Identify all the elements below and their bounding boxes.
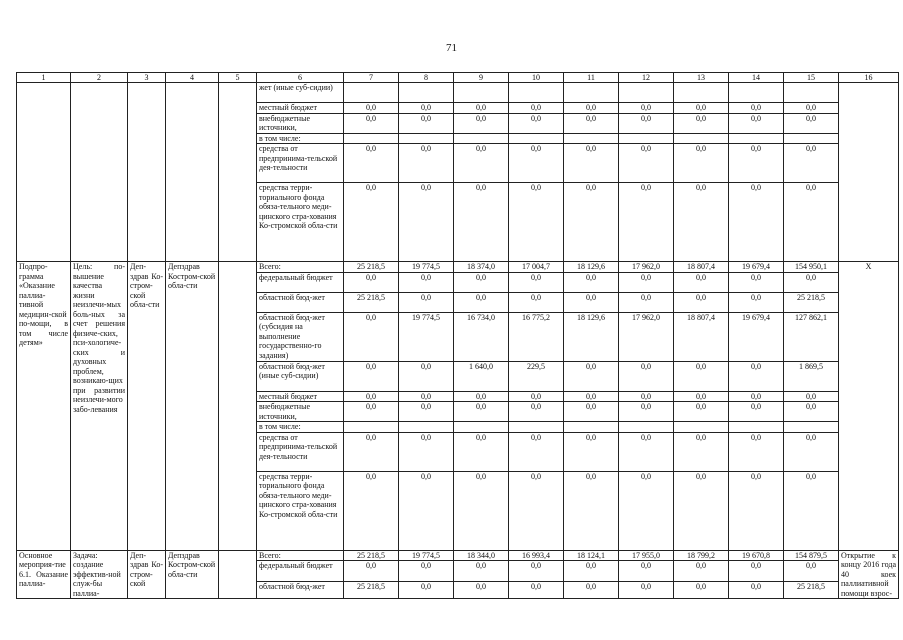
value-cell: 19 679,4: [729, 262, 784, 273]
value-cell: [344, 133, 399, 144]
value-cell: 0,0: [344, 361, 399, 391]
funding-source-label: внебюджетные источники,: [257, 402, 344, 422]
value-cell: 0,0: [619, 183, 674, 262]
executor-cell: Деп-здрав Ко-стром-ской: [128, 550, 166, 599]
value-cell: 0,0: [784, 144, 839, 183]
program-name-cell: [17, 83, 71, 262]
value-cell: 0,0: [729, 582, 784, 599]
value-cell: 0,0: [564, 361, 619, 391]
value-cell: 0,0: [674, 582, 729, 599]
funding-source-label: областной бюд-жет: [257, 582, 344, 599]
value-cell: 0,0: [399, 391, 454, 402]
value-cell: 0,0: [509, 113, 564, 133]
value-cell: 0,0: [399, 582, 454, 599]
value-cell: 0,0: [399, 402, 454, 422]
funding-source-label: федеральный бюджет: [257, 561, 344, 582]
value-cell: 0,0: [509, 432, 564, 471]
value-cell: 0,0: [564, 402, 619, 422]
value-cell: 0,0: [399, 272, 454, 292]
value-cell: 0,0: [729, 292, 784, 312]
value-cell: [619, 83, 674, 103]
executor-cell: [128, 83, 166, 262]
value-cell: 0,0: [344, 561, 399, 582]
value-cell: 19 774,5: [399, 550, 454, 561]
value-cell: [509, 83, 564, 103]
goal-cell: Задача: создание эффектив-ной служ-бы паллиа-: [71, 550, 128, 599]
funding-source-label: областной бюд-жет: [257, 292, 344, 312]
value-cell: 0,0: [674, 103, 729, 114]
column-header: 10: [509, 73, 564, 83]
value-cell: 18 124,1: [564, 550, 619, 561]
column-header: 2: [71, 73, 128, 83]
value-cell: [674, 83, 729, 103]
funding-source-label: средства от предпринима-тельской дея-тельности: [257, 144, 344, 183]
value-cell: 0,0: [344, 113, 399, 133]
value-cell: 0,0: [619, 391, 674, 402]
value-cell: 0,0: [784, 391, 839, 402]
value-cell: 19 679,4: [729, 312, 784, 361]
value-cell: 0,0: [729, 361, 784, 391]
value-cell: 0,0: [674, 561, 729, 582]
value-cell: 17 955,0: [619, 550, 674, 561]
value-cell: 0,0: [674, 391, 729, 402]
value-cell: 25 218,5: [784, 292, 839, 312]
funding-source-label: Всего:: [257, 550, 344, 561]
column-header: 1: [17, 73, 71, 83]
goal-cell: [71, 83, 128, 262]
funding-source-label: в том числе:: [257, 422, 344, 433]
value-cell: [784, 133, 839, 144]
value-cell: 0,0: [564, 391, 619, 402]
coexecutor-cell: Депздрав Костром-ской обла-сти: [166, 550, 219, 599]
value-cell: [564, 422, 619, 433]
value-cell: [454, 83, 509, 103]
goal-cell: Цель: по-вышение качества жизни неизлечи-мых боль-ных за счет решения физиче-ских, пси-хологиче-ских и духовных проблем, возникаю-щих при развитии неизлечи-мого забо-левания: [71, 262, 128, 551]
value-cell: 17 962,0: [619, 312, 674, 361]
value-cell: 18 807,4: [674, 262, 729, 273]
value-cell: 0,0: [784, 113, 839, 133]
value-cell: [729, 422, 784, 433]
value-cell: 154 950,1: [784, 262, 839, 273]
value-cell: 0,0: [619, 361, 674, 391]
value-cell: 0,0: [399, 471, 454, 550]
value-cell: 0,0: [564, 272, 619, 292]
value-cell: 0,0: [784, 471, 839, 550]
value-cell: 0,0: [729, 402, 784, 422]
value-cell: 154 879,5: [784, 550, 839, 561]
value-cell: 25 218,5: [344, 292, 399, 312]
value-cell: 0,0: [674, 471, 729, 550]
column-header: 12: [619, 73, 674, 83]
funding-source-label: местный бюджет: [257, 391, 344, 402]
value-cell: 0,0: [564, 103, 619, 114]
value-cell: [454, 422, 509, 433]
funding-source-label: областной бюд-жет (субсидия на выполнение государственно-го задания): [257, 312, 344, 361]
page-number: 71: [446, 42, 457, 54]
value-cell: 0,0: [619, 103, 674, 114]
column-header: 5: [219, 73, 257, 83]
value-cell: 0,0: [674, 113, 729, 133]
value-cell: 0,0: [674, 272, 729, 292]
value-cell: 0,0: [784, 402, 839, 422]
column-header: 6: [257, 73, 344, 83]
value-cell: 18 129,6: [564, 262, 619, 273]
value-cell: 0,0: [509, 144, 564, 183]
value-cell: 1 869,5: [784, 361, 839, 391]
value-cell: 16 775,2: [509, 312, 564, 361]
value-cell: 0,0: [674, 144, 729, 183]
column-5-cell: [219, 262, 257, 551]
value-cell: 0,0: [344, 312, 399, 361]
column-header: 3: [128, 73, 166, 83]
value-cell: 0,0: [399, 144, 454, 183]
value-cell: 0,0: [619, 144, 674, 183]
value-cell: [674, 422, 729, 433]
value-cell: 0,0: [729, 272, 784, 292]
column-5-cell: [219, 550, 257, 599]
funding-source-label: Всего:: [257, 262, 344, 273]
coexecutor-cell: Депздрав Костром-ской обла-сти: [166, 262, 219, 551]
column-header: 11: [564, 73, 619, 83]
value-cell: 19 774,5: [399, 262, 454, 273]
column-header: 16: [839, 73, 899, 83]
column-header: 7: [344, 73, 399, 83]
value-cell: 0,0: [564, 183, 619, 262]
value-cell: 0,0: [619, 471, 674, 550]
value-cell: 0,0: [509, 402, 564, 422]
value-cell: 17 962,0: [619, 262, 674, 273]
value-cell: 0,0: [454, 272, 509, 292]
value-cell: 0,0: [564, 561, 619, 582]
value-cell: 18 374,0: [454, 262, 509, 273]
value-cell: 0,0: [729, 561, 784, 582]
value-cell: [784, 83, 839, 103]
value-cell: 0,0: [564, 471, 619, 550]
value-cell: 25 218,5: [784, 582, 839, 599]
funding-source-label: внебюджетные источники,: [257, 113, 344, 133]
value-cell: [509, 422, 564, 433]
value-cell: 0,0: [454, 471, 509, 550]
budget-table: [16, 72, 899, 599]
value-cell: 0,0: [564, 113, 619, 133]
value-cell: [784, 422, 839, 433]
value-cell: [674, 133, 729, 144]
value-cell: [344, 422, 399, 433]
value-cell: 0,0: [509, 272, 564, 292]
coexecutor-cell: [166, 83, 219, 262]
value-cell: 0,0: [509, 183, 564, 262]
value-cell: 0,0: [454, 402, 509, 422]
value-cell: 0,0: [729, 144, 784, 183]
column-header: 8: [399, 73, 454, 83]
table-row: [17, 83, 899, 103]
value-cell: 0,0: [344, 471, 399, 550]
value-cell: 18 807,4: [674, 312, 729, 361]
value-cell: [564, 133, 619, 144]
value-cell: 25 218,5: [344, 582, 399, 599]
value-cell: 17 004,7: [509, 262, 564, 273]
value-cell: 19 670,8: [729, 550, 784, 561]
value-cell: 0,0: [729, 103, 784, 114]
value-cell: 0,0: [619, 432, 674, 471]
column-header: 4: [166, 73, 219, 83]
column-header: 14: [729, 73, 784, 83]
value-cell: 0,0: [509, 292, 564, 312]
value-cell: [729, 133, 784, 144]
value-cell: 0,0: [619, 272, 674, 292]
executor-cell: Деп-здрав Ко-стром-ской обла-сти: [128, 262, 166, 551]
value-cell: 0,0: [399, 432, 454, 471]
value-cell: 0,0: [509, 582, 564, 599]
value-cell: 0,0: [454, 561, 509, 582]
value-cell: 0,0: [729, 113, 784, 133]
value-cell: 0,0: [399, 183, 454, 262]
value-cell: 0,0: [509, 103, 564, 114]
value-cell: [399, 422, 454, 433]
value-cell: 25 218,5: [344, 550, 399, 561]
value-cell: 0,0: [729, 183, 784, 262]
value-cell: 0,0: [509, 391, 564, 402]
value-cell: [619, 133, 674, 144]
value-cell: 0,0: [619, 582, 674, 599]
value-cell: 0,0: [729, 432, 784, 471]
value-cell: 229,5: [509, 361, 564, 391]
expected-result-cell: Открытие к концу 2016 года 40 коек паллиативной помощи взрос-: [839, 550, 899, 599]
value-cell: 0,0: [399, 561, 454, 582]
value-cell: 0,0: [619, 113, 674, 133]
value-cell: 0,0: [564, 432, 619, 471]
value-cell: 18 799,2: [674, 550, 729, 561]
value-cell: 16 734,0: [454, 312, 509, 361]
column-header: 13: [674, 73, 729, 83]
value-cell: [619, 422, 674, 433]
funding-source-label: средства терри-ториального фонда обяза-тельного меди-цинского стра-хования Ко-стромской обла-сти: [257, 183, 344, 262]
program-name-cell: Подпро-грамма «Оказание паллиа-тивной медицин-ской по-мощи, в том числе детям»: [17, 262, 71, 551]
table-row: [17, 550, 899, 561]
value-cell: 18 129,6: [564, 312, 619, 361]
value-cell: 16 993,4: [509, 550, 564, 561]
value-cell: 0,0: [619, 292, 674, 312]
value-cell: 0,0: [344, 432, 399, 471]
funding-source-label: в том числе:: [257, 133, 344, 144]
value-cell: 0,0: [344, 391, 399, 402]
value-cell: 0,0: [729, 391, 784, 402]
value-cell: 0,0: [454, 292, 509, 312]
value-cell: 0,0: [619, 402, 674, 422]
value-cell: 0,0: [399, 113, 454, 133]
value-cell: 0,0: [344, 144, 399, 183]
value-cell: 0,0: [509, 471, 564, 550]
value-cell: 0,0: [454, 582, 509, 599]
value-cell: [729, 83, 784, 103]
value-cell: 0,0: [454, 183, 509, 262]
value-cell: [399, 83, 454, 103]
value-cell: 0,0: [784, 272, 839, 292]
value-cell: [454, 133, 509, 144]
expected-result-cell: [839, 83, 899, 262]
value-cell: 0,0: [564, 292, 619, 312]
value-cell: 0,0: [674, 183, 729, 262]
value-cell: 0,0: [344, 183, 399, 262]
column-header: 9: [454, 73, 509, 83]
value-cell: 0,0: [619, 561, 674, 582]
value-cell: 0,0: [399, 292, 454, 312]
value-cell: 0,0: [454, 144, 509, 183]
value-cell: 0,0: [344, 402, 399, 422]
value-cell: 0,0: [454, 103, 509, 114]
funding-source-label: средства от предпринима-тельской дея-тельности: [257, 432, 344, 471]
value-cell: 0,0: [399, 361, 454, 391]
funding-source-label: областной бюд-жет (иные суб-сидии): [257, 361, 344, 391]
value-cell: 0,0: [674, 432, 729, 471]
value-cell: 0,0: [674, 361, 729, 391]
value-cell: 0,0: [454, 432, 509, 471]
value-cell: 0,0: [784, 103, 839, 114]
value-cell: [509, 133, 564, 144]
value-cell: 0,0: [564, 582, 619, 599]
value-cell: 18 344,0: [454, 550, 509, 561]
expected-result-cell: Х: [839, 262, 899, 551]
column-header-row: [17, 73, 899, 83]
value-cell: [564, 83, 619, 103]
value-cell: 0,0: [784, 432, 839, 471]
funding-source-label: местный бюджет: [257, 103, 344, 114]
value-cell: 0,0: [729, 471, 784, 550]
value-cell: [399, 133, 454, 144]
column-5-cell: [219, 83, 257, 262]
table-row: [17, 262, 899, 273]
funding-source-label: федеральный бюджет: [257, 272, 344, 292]
value-cell: 0,0: [454, 391, 509, 402]
value-cell: 19 774,5: [399, 312, 454, 361]
value-cell: 0,0: [674, 292, 729, 312]
value-cell: 0,0: [509, 561, 564, 582]
value-cell: 0,0: [344, 103, 399, 114]
value-cell: 0,0: [344, 272, 399, 292]
value-cell: 25 218,5: [344, 262, 399, 273]
value-cell: 127 862,1: [784, 312, 839, 361]
value-cell: 0,0: [564, 144, 619, 183]
value-cell: 1 640,0: [454, 361, 509, 391]
value-cell: 0,0: [784, 561, 839, 582]
value-cell: 0,0: [399, 103, 454, 114]
funding-source-label: жет (иные суб-сидии): [257, 83, 344, 103]
value-cell: [344, 83, 399, 103]
value-cell: 0,0: [674, 402, 729, 422]
program-name-cell: Основное мероприя-тие 6.1. Оказание паллиа-: [17, 550, 71, 599]
column-header: 15: [784, 73, 839, 83]
value-cell: 0,0: [454, 113, 509, 133]
value-cell: 0,0: [784, 183, 839, 262]
funding-source-label: средства терри-ториального фонда обяза-тельного меди-цинского стра-хования Ко-стромской обла-сти: [257, 471, 344, 550]
